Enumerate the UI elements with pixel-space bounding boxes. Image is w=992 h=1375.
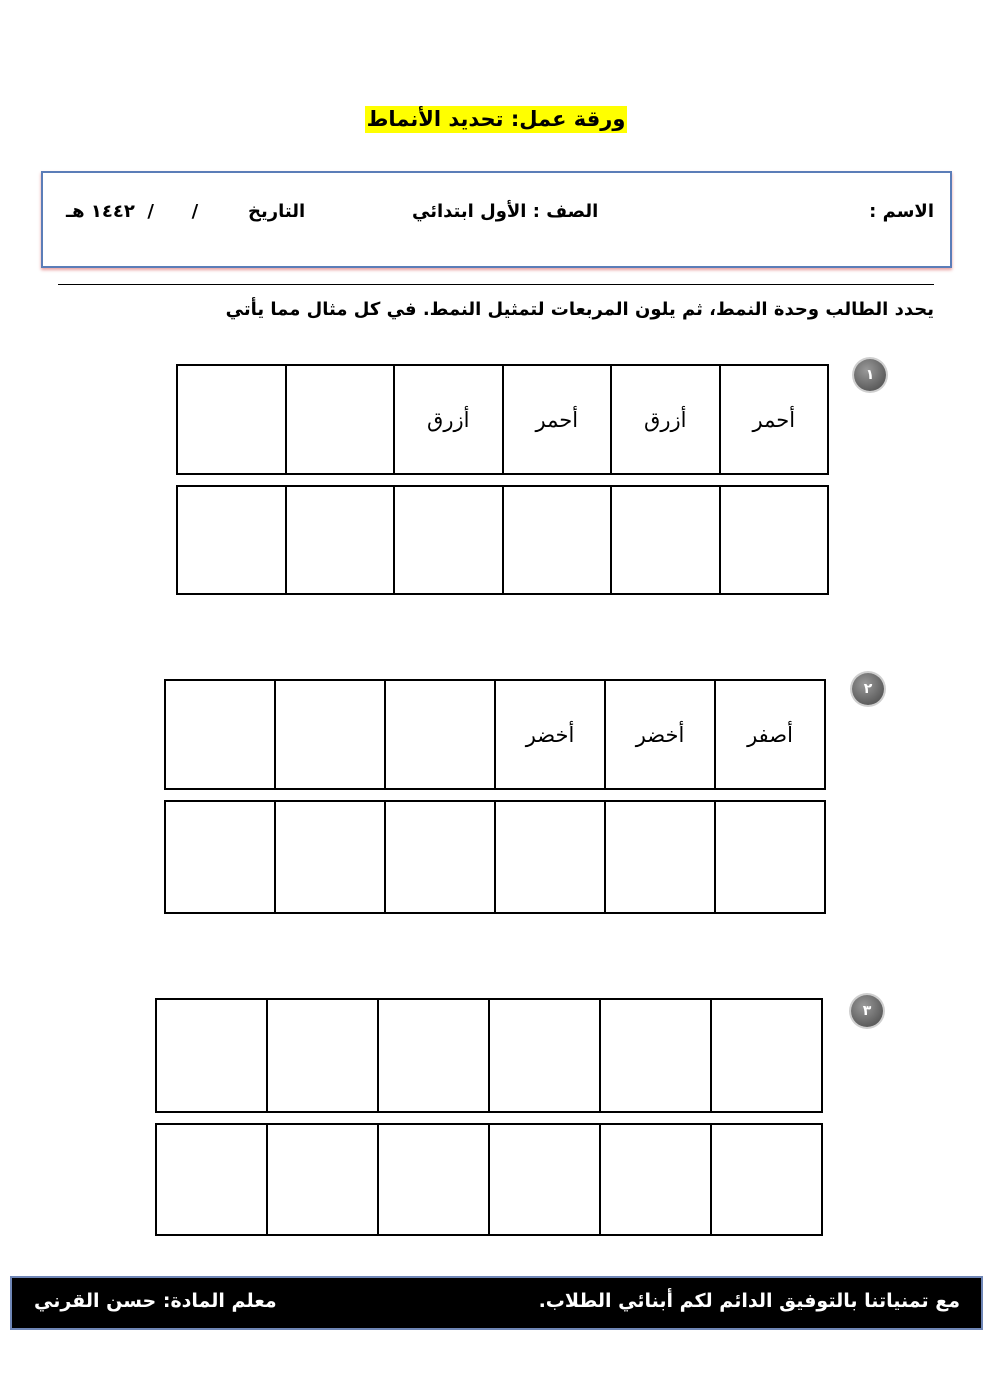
footer-wish: مع تمنياتنا بالتوفيق الدائم لكم أبنائي الطلاب. bbox=[538, 1290, 960, 1312]
pattern-cell[interactable] bbox=[266, 1000, 377, 1111]
answer-cell[interactable] bbox=[274, 802, 384, 912]
answer-cell[interactable] bbox=[393, 487, 502, 593]
answer-cell[interactable] bbox=[494, 802, 604, 912]
answer-cell[interactable] bbox=[488, 1125, 599, 1234]
exercise-3-answer-row bbox=[155, 1123, 823, 1236]
pattern-cell[interactable]: أخضر bbox=[494, 681, 604, 788]
pattern-cell[interactable]: أزرق bbox=[393, 366, 502, 473]
exercise-1-pattern-row bbox=[176, 364, 829, 475]
exercise-2-answer-row bbox=[164, 800, 826, 914]
pattern-cell[interactable]: أحمر bbox=[502, 366, 611, 473]
divider-line bbox=[58, 284, 934, 285]
pattern-cell[interactable] bbox=[274, 681, 384, 788]
answer-cell[interactable] bbox=[610, 487, 719, 593]
answer-cell[interactable] bbox=[178, 487, 285, 593]
exercise-2-number-badge: ٢ bbox=[852, 673, 884, 705]
pattern-cell[interactable] bbox=[166, 681, 274, 788]
exercise-1-number-badge: ١ bbox=[854, 359, 886, 391]
exercise-1-answer-row bbox=[176, 485, 829, 595]
answer-cell[interactable] bbox=[599, 1125, 710, 1234]
pattern-cell[interactable] bbox=[599, 1000, 710, 1111]
answer-cell[interactable] bbox=[714, 802, 824, 912]
name-label: الاسم : bbox=[869, 201, 934, 222]
pattern-cell[interactable]: أزرق bbox=[610, 366, 719, 473]
answer-cell[interactable] bbox=[157, 1125, 266, 1234]
footer-teacher: معلم المادة: حسن القرني bbox=[34, 1290, 277, 1312]
class-label: الصف : الأول ابتدائي bbox=[412, 201, 599, 222]
answer-cell[interactable] bbox=[266, 1125, 377, 1234]
instruction-text: يحدد الطالب وحدة النمط، ثم يلون المربعات لتمثيل النمط. في كل مثال مما يأتي bbox=[225, 299, 934, 320]
answer-cell[interactable] bbox=[166, 802, 274, 912]
exercise-3-pattern-row bbox=[155, 998, 823, 1113]
pattern-cell[interactable] bbox=[178, 366, 285, 473]
answer-cell[interactable] bbox=[384, 802, 494, 912]
answer-cell[interactable] bbox=[285, 487, 394, 593]
pattern-cell[interactable] bbox=[384, 681, 494, 788]
title-text: ورقة عمل: تحديد الأنماط bbox=[366, 107, 626, 131]
pattern-cell[interactable] bbox=[285, 366, 394, 473]
pattern-cell[interactable] bbox=[710, 1000, 821, 1111]
pattern-cell[interactable]: أحمر bbox=[719, 366, 828, 473]
date-value: / / ١٤٤٢ هـ bbox=[66, 201, 199, 222]
date-label: التاريخ bbox=[248, 201, 306, 222]
pattern-cell[interactable] bbox=[377, 1000, 488, 1111]
answer-cell[interactable] bbox=[719, 487, 828, 593]
answer-cell[interactable] bbox=[604, 802, 714, 912]
answer-cell[interactable] bbox=[502, 487, 611, 593]
pattern-cell[interactable]: أصفر bbox=[714, 681, 824, 788]
exercise-2-pattern-row bbox=[164, 679, 826, 790]
pattern-cell[interactable] bbox=[488, 1000, 599, 1111]
pattern-cell[interactable] bbox=[157, 1000, 266, 1111]
pattern-cell[interactable]: أخضر bbox=[604, 681, 714, 788]
worksheet-title bbox=[0, 106, 992, 133]
exercise-3-number-badge: ٣ bbox=[851, 995, 883, 1027]
answer-cell[interactable] bbox=[377, 1125, 488, 1234]
answer-cell[interactable] bbox=[710, 1125, 821, 1234]
